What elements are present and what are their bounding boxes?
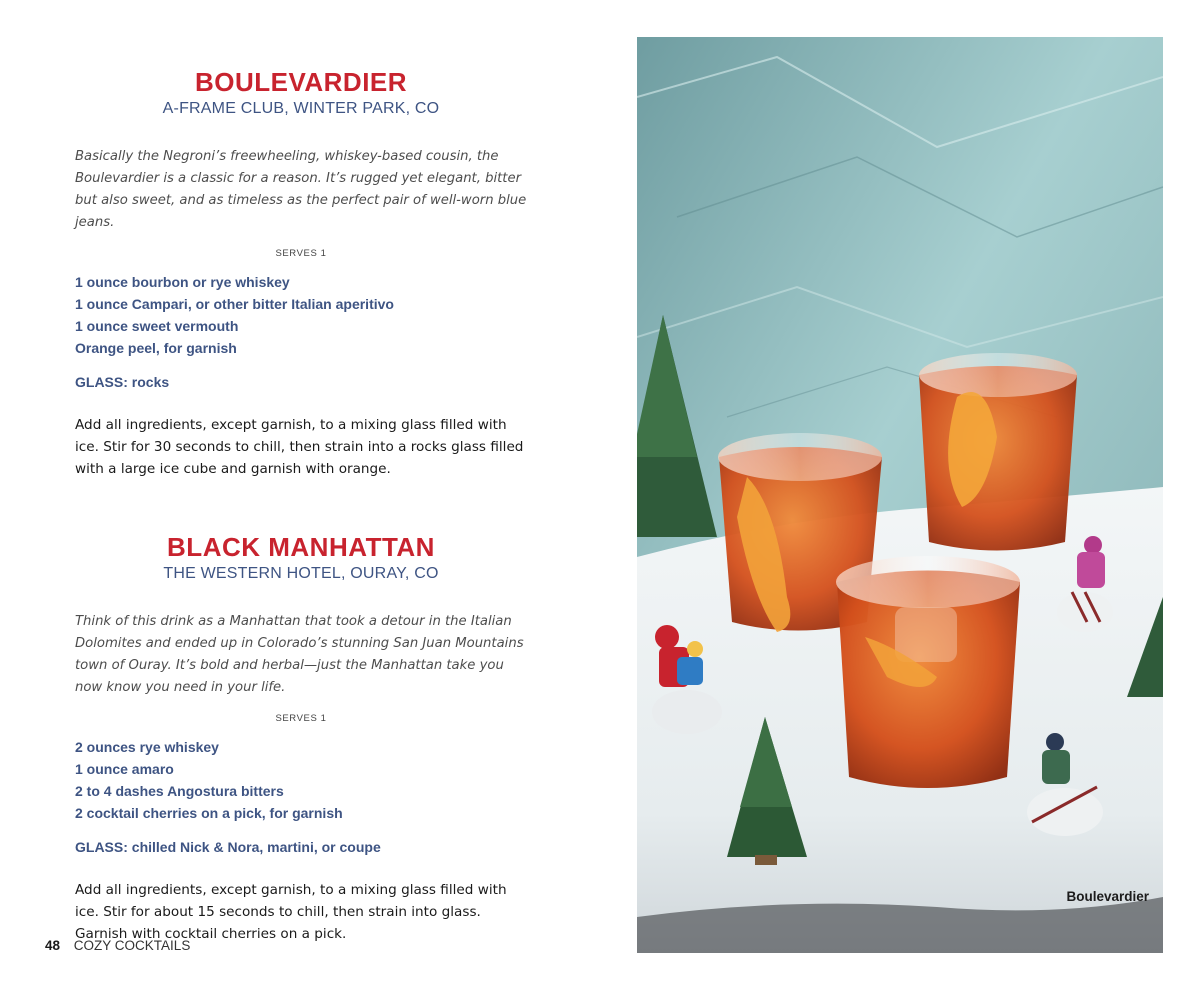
recipe-black-manhattan [75, 531, 527, 945]
recipe-title: BOULEVARDIER [194, 67, 408, 97]
ingredient-item: 2 to 4 dashes Angostura bitters [75, 783, 284, 799]
page-number: 48 [45, 938, 61, 953]
ingredient-item: 2 ounces rye whiskey [75, 739, 219, 755]
photo-illustration [637, 37, 1163, 953]
recipe-title: BLACK MANHATTAN [167, 532, 435, 562]
recipe-serves: SERVES 1 [275, 713, 327, 724]
ingredient-item: 1 ounce amaro [75, 761, 174, 777]
ingredient-item: Orange peel, for garnish [75, 340, 237, 356]
recipe-venue: A-FRAME CLUB, WINTER PARK, CO [162, 100, 440, 117]
ingredient-list [75, 271, 527, 359]
recipe-method: Add all ingredients, except garnish, to a mixing glass filled with ice. Stir for about 15 seconds to chill, then strain into glass. Garnish with cocktail cherries on a pick. [75, 882, 507, 942]
ingredient-item: 1 ounce Campari, or other bitter Italian aperitivo [75, 296, 394, 312]
cocktail-photo [637, 37, 1163, 953]
recipe-glass: GLASS: chilled Nick & Nora, martini, or coupe [75, 839, 381, 855]
recipe-intro: Think of this drink as a Manhattan that took a detour in the Italian Dolomites and ended up in Colorado’s stunning San Juan Mountains town of Ouray. It’s bold and herbal—just the Manhattan take you now know you need in your life. [75, 614, 524, 695]
recipe-serves: SERVES 1 [275, 248, 327, 259]
recipe-method: Add all ingredients, except garnish, to a mixing glass filled with ice. Stir for 30 seconds to chill, then strain into a rocks glass filled with a large ice cube and garnish with orange. [75, 417, 524, 477]
recipe-intro: Basically the Negroni’s freewheeling, whiskey-based cousin, the Boulevardier is a classic for a reason. It’s rugged yet elegant, bitter but also sweet, and as timeless as the perfect pair of well-worn blue jeans. [75, 149, 527, 230]
ingredient-item: 1 ounce sweet vermouth [75, 318, 239, 334]
ingredient-item: 2 cocktail cherries on a pick, for garnish [75, 805, 343, 821]
recipe-boulevardier [75, 66, 527, 480]
page-footer [45, 937, 190, 955]
recipe-glass: GLASS: rocks [75, 374, 170, 390]
ingredient-item: 1 ounce bourbon or rye whiskey [75, 274, 290, 290]
photo-caption: Boulevardier [1066, 889, 1149, 904]
recipe-venue: THE WESTERN HOTEL, OURAY, CO [163, 565, 439, 582]
ingredient-list [75, 736, 527, 824]
book-title: COZY COCKTAILS [73, 938, 191, 953]
